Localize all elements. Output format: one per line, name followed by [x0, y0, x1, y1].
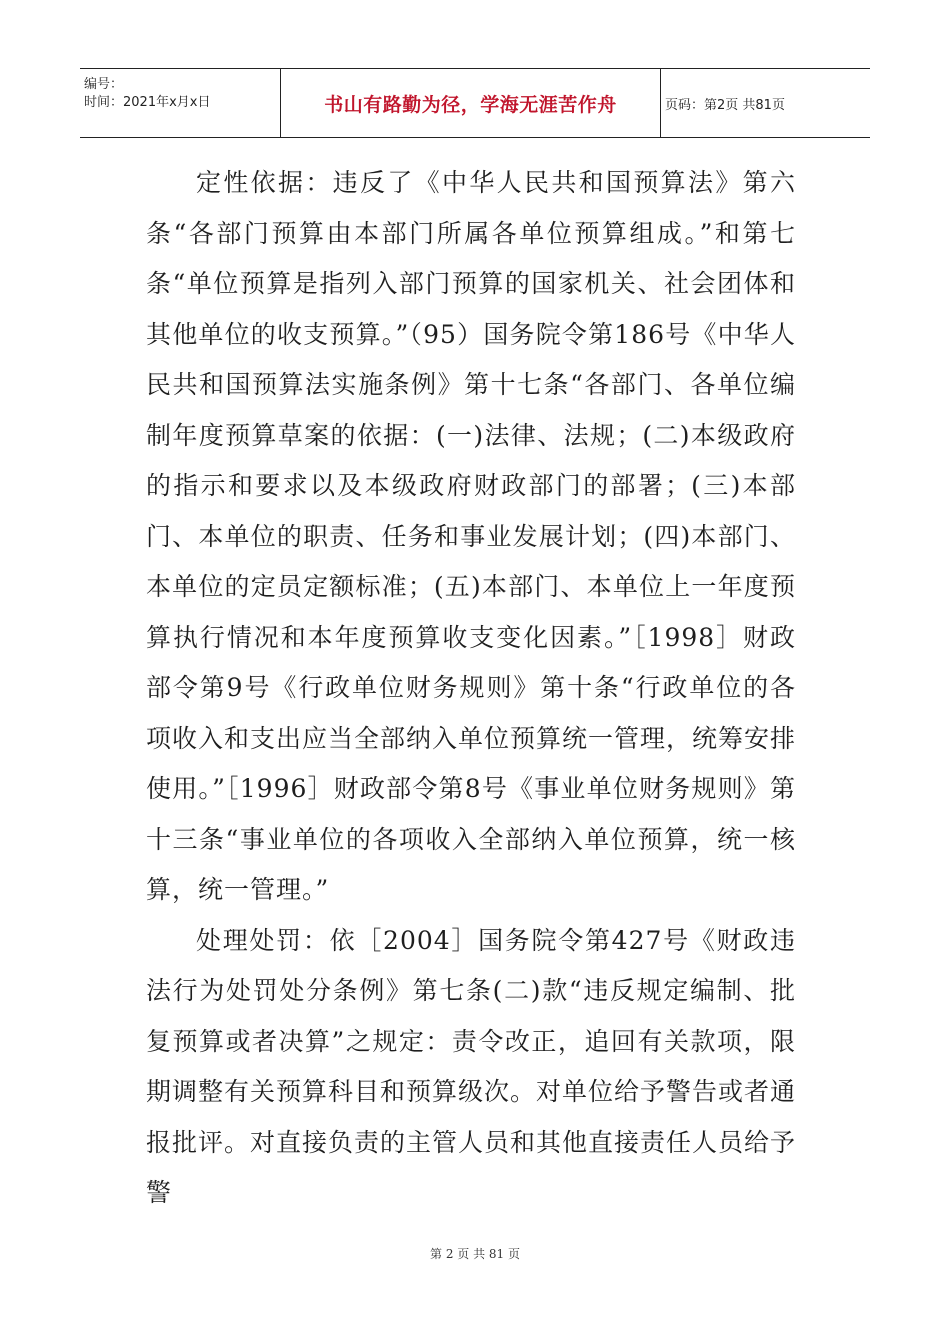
document-header — [80, 68, 870, 138]
header-meta-cell — [80, 69, 281, 137]
page-footer: 第 2 页 共 81 页 — [430, 1247, 520, 1261]
header-motto-cell — [281, 69, 661, 137]
document-date-label: 时间：2021年x月x日 — [84, 95, 211, 110]
header-page-cell — [661, 69, 870, 137]
paragraph-penalty: 处理处罚：依［2004］国务院令第427号《财政违法行为处罚处分条例》第七条(二)款“违反规定编制、批复预算或者决算”之规定：责令改正，追回有关款项，限期调整有关预算科目和预算级次。对单位给予警告或者通报批评。对直接负责的主管人员和其他直接责任人员给予警 — [146, 925, 797, 1207]
header-page-info: 页码：第2页 共81页 — [665, 97, 785, 113]
header-motto: 书山有路勤为径，学海无涯苦作舟 — [324, 93, 617, 116]
paragraph-qualitative-basis: 定性依据：违反了《中华人民共和国预算法》第六条“各部门预算由本部门所属各单位预算组成。”和第七条“单位预算是指列入部门预算的国家机关、社会团体和其他单位的收支预算。”（95）国务院令第186号《中华人民共和国预算法实施条例》第十七条“各部门、各单位编制年度预算草案的依据：(一)法律、法规；(二)本级政府的指示和要求以及本级政府财政部门的部署；(三)本部门、本单位的职责、任务和事业发展计划；(四)本部门、本单位的定员定额标准；(五)本部门、本单位上一年度预算执行情况和本年度预算收支变化因素。”［1998］财政部令第9号《行政单位财务规则》第十条“行政单位的各项收入和支出应当全部纳入单位预算统一管理，统筹安排使用。”［1996］财政部令第8号《事业单位财务规则》第十三条“事业单位的各项收入全部纳入单位预算，统一核算，统一管理。” — [146, 168, 797, 904]
document-number-label: 编号： — [84, 77, 124, 92]
document-body — [146, 158, 796, 1219]
